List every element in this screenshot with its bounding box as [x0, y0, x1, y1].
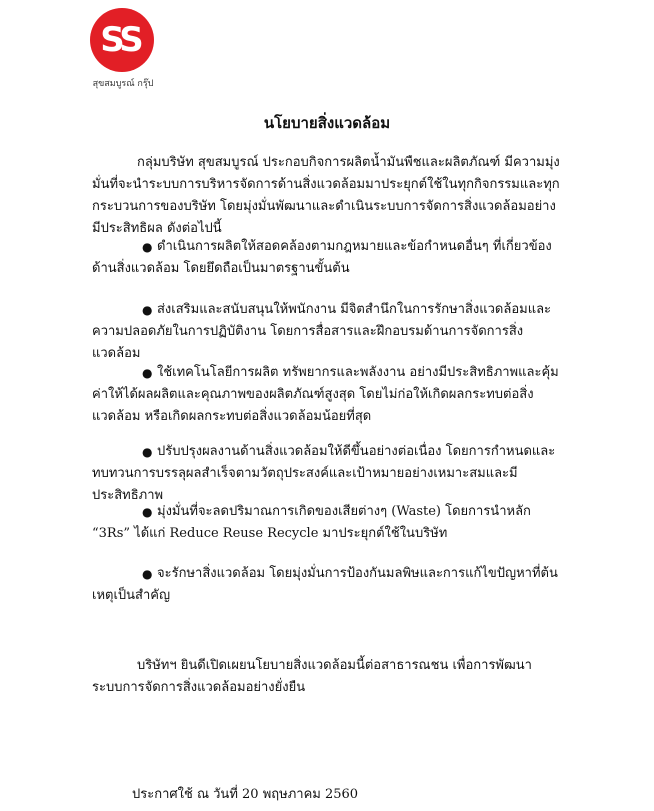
- policy-item-6: [92, 563, 562, 607]
- bullet-dot-icon: ●: [142, 366, 153, 380]
- bullet-dot-icon: ●: [142, 303, 153, 317]
- policy-item-text: มุ่งมั่นที่จะลดปริมาณการเกิดของเสียต่างๆ (Waste) โดยการนำหลัก “3Rs” ได้แก่ Reduce Reuse Recycle มาประยุกต์ใช้ในบริษัท: [92, 504, 531, 541]
- logo-circle: [90, 8, 154, 72]
- policy-item-text: ปรับปรุงผลงานด้านสิ่งแวดล้อมให้ดีขึ้นอย่างต่อเนื่อง โดยการกำหนดและทบทวนการบรรลุผลสำเร็จตามวัตถุประสงค์และเป้าหมายอย่างเหมาะสมและมีประสิทธิภาพ: [92, 444, 556, 503]
- policy-item-text: ดำเนินการผลิตให้สอดคล้องตามกฎหมายและข้อกำหนดอื่นๆ ที่เกี่ยวข้องด้านสิ่งแวดล้อม โดยยึดถือเป็นมาตรฐานขั้นต้น: [92, 239, 552, 276]
- policy-item-5: [92, 501, 562, 545]
- policy-item-3: [92, 362, 562, 428]
- logo-mark: SS: [100, 20, 140, 60]
- document-title: นโยบายสิ่งแวดล้อม: [263, 114, 391, 132]
- policy-item-text: จะรักษาสิ่งแวดล้อม โดยมุ่งมั่นการป้องกันมลพิษและการแก้ไขปัญหาที่ต้นเหตุเป็นสำคัญ: [92, 566, 558, 603]
- bullet-dot-icon: ●: [142, 240, 153, 254]
- policy-item-text: ใช้เทคโนโลยีการผลิต ทรัพยากรและพลังงาน อย่างมีประสิทธิภาพและคุ้มค่าให้ได้ผลผลิตและคุณภาพของผลิตภัณฑ์สูงสุด โดยไม่ก่อให้เกิดผลกระทบต่อสิ่งแวดล้อม หรือเกิดผลกระทบต่อสิ่งแวดล้อมน้อยที่สุด: [92, 365, 559, 424]
- closing-paragraph: บริษัทฯ ยินดีเปิดเผยนโยบายสิ่งแวดล้อมนี้ต่อสาธารณชน เพื่อการพัฒนาระบบการจัดการสิ่งแวดล้อมอย่างยั่งยืน: [92, 658, 532, 695]
- bullet-dot-icon: ●: [142, 567, 153, 581]
- logo-company-name: สุขสมบูรณ์ กรุ๊ป: [92, 79, 154, 89]
- policy-item-2: [92, 299, 562, 365]
- bullet-dot-icon: ●: [142, 505, 153, 519]
- company-logo: [90, 8, 156, 90]
- policy-item-1: [92, 236, 562, 280]
- intro-paragraph: กลุ่มบริษัท สุขสมบูรณ์ ประกอบกิจการผลิตน้ำมันพืชและผลิตภัณฑ์ มีความมุ่งมั่นที่จะนำระบบการบริหารจัดการด้านสิ่งแวดล้อมมาประยุกต์ใช้ในทุกกิจกรรมและทุกกระบวนการของบริษัท โดยมุ่งมั่นพัฒนาและดำเนินระบบการจัดการสิ่งแวดล้อมอย่างมีประสิทธิผล ดังต่อไปนี้: [92, 155, 560, 236]
- announcement-date: ประกาศใช้ ณ วันที่ 20 พฤษภาคม 2560: [132, 787, 359, 802]
- policy-item-text: ส่งเสริมและสนับสนุนให้พนักงาน มีจิตสำนึกในการรักษาสิ่งแวดล้อมและความปลอดภัยในการปฏิบัติงาน โดยการสื่อสารและฝึกอบรมด้านการจัดการสิ่งแวดล้อม: [92, 302, 552, 361]
- bullet-dot-icon: ●: [142, 445, 153, 459]
- policy-item-4: [92, 441, 562, 507]
